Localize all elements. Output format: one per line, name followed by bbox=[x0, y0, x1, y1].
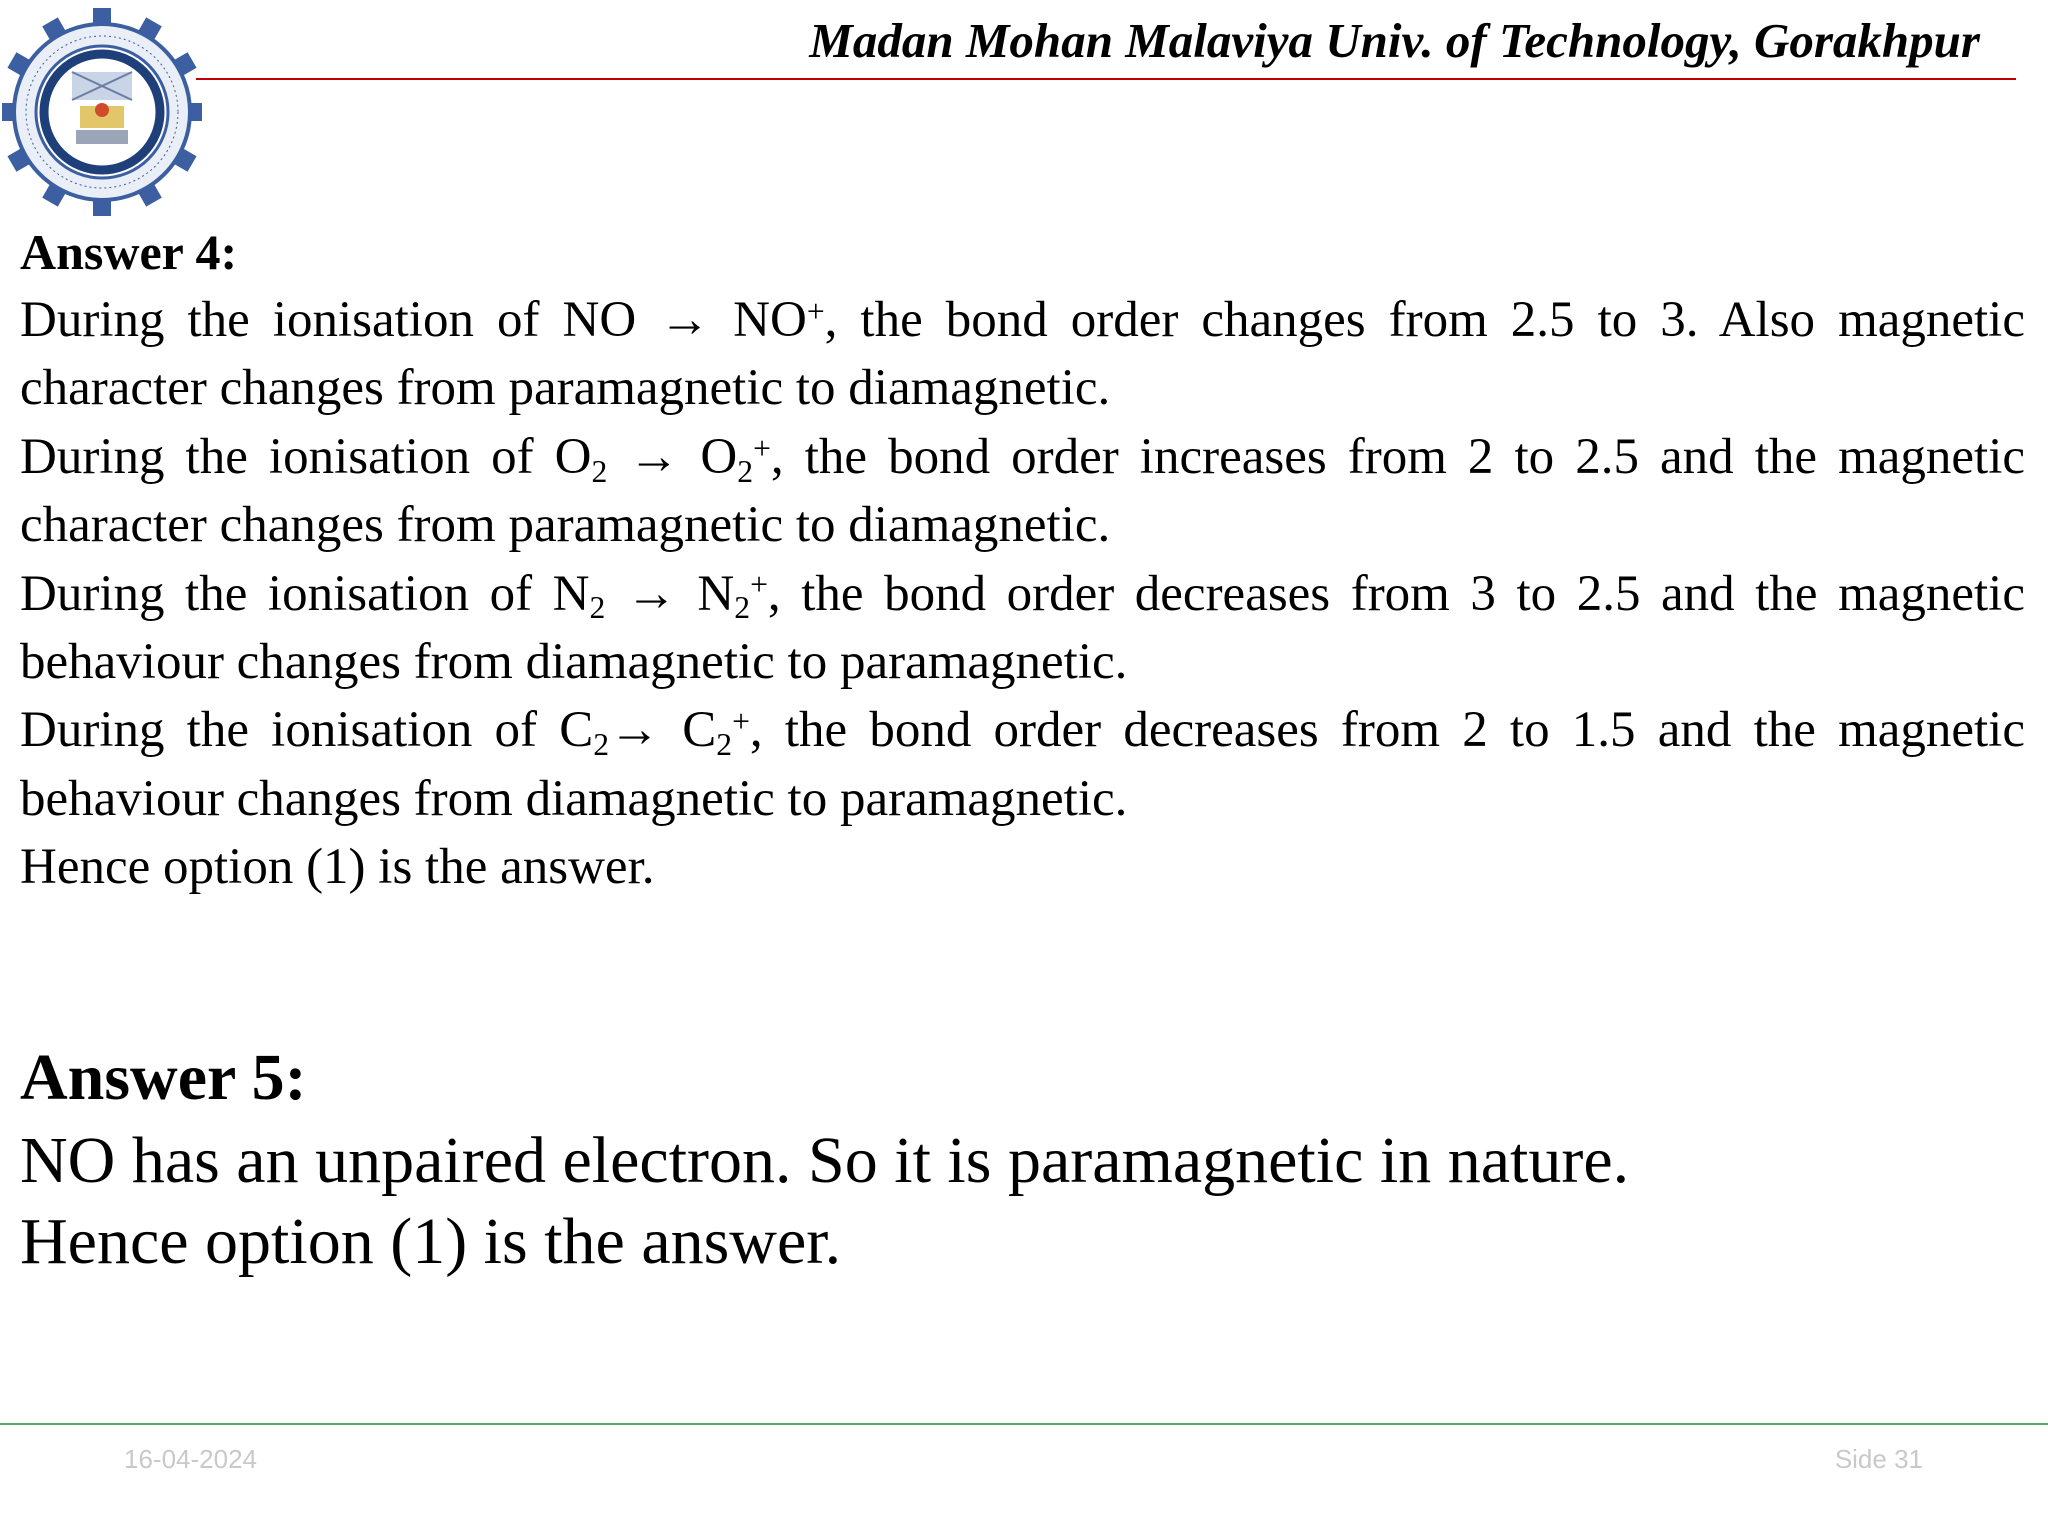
subscript: 2 bbox=[593, 727, 610, 763]
answer-5-line-1: NO has an unpaired electron. So it is paramagnetic in nature. bbox=[20, 1124, 1630, 1197]
text-run: → N bbox=[605, 565, 735, 622]
header-title: Madan Mohan Malaviya Univ. of Technology, Gorakhpur bbox=[809, 13, 1980, 68]
text-run: During the ionisation of C bbox=[20, 702, 594, 759]
answer-5-section bbox=[20, 1036, 2025, 1282]
text-run: During the ionisation of N bbox=[20, 565, 590, 622]
subscript: 2 bbox=[591, 453, 608, 489]
text-run: → O bbox=[607, 428, 738, 485]
answer-4-paragraph-n2 bbox=[20, 560, 2025, 697]
footer-date: 16-04-2024 bbox=[124, 1444, 257, 1474]
superscript: + bbox=[753, 430, 771, 466]
answer-5-title: Answer 5: bbox=[20, 1041, 307, 1114]
text-run: , the bond order decreases from 2 to 1.5 and the magnetic behaviour changes from diamagnetic to paramagnetic. bbox=[20, 702, 2025, 827]
answer-4-paragraph-o2 bbox=[20, 423, 2025, 560]
text-run: , the bond order increases from 2 to 2.5 and the magnetic character changes from paramagnetic to diamagnetic. bbox=[20, 428, 2025, 554]
subscript: 2 bbox=[734, 590, 751, 626]
answer-5-line-2: Hence option (1) is the answer. bbox=[20, 1205, 842, 1278]
answer-4-title: Answer 4: bbox=[20, 224, 238, 280]
subscript: 2 bbox=[716, 727, 733, 763]
university-seal-icon bbox=[2, 2, 202, 220]
answer-4-section bbox=[20, 218, 2025, 902]
text-run: , the bond order changes from 2.5 to 3. Also magnetic character changes from paramagnetic to diamagnetic. bbox=[20, 292, 2025, 417]
answer-4-paragraph-no bbox=[20, 286, 2025, 423]
footer-slide-number: Side 31 bbox=[1834, 1444, 1923, 1474]
footer-divider bbox=[0, 1423, 2048, 1425]
text-run: , the bond order decreases from 3 to 2.5 and the magnetic behaviour changes from diamagnetic to paramagnetic. bbox=[20, 565, 2025, 691]
superscript: + bbox=[732, 704, 750, 740]
subscript: 2 bbox=[737, 453, 754, 489]
superscript: + bbox=[750, 567, 768, 603]
superscript: + bbox=[806, 293, 825, 329]
text-run: During the ionisation of O bbox=[20, 428, 592, 485]
answer-4-paragraph-c2 bbox=[20, 696, 2025, 833]
subscript: 2 bbox=[589, 590, 606, 626]
header-divider bbox=[196, 78, 2016, 80]
text-run: → C bbox=[609, 702, 717, 759]
text-run: During the ionisation of NO → NO bbox=[20, 292, 807, 348]
answer-4-conclusion: Hence option (1) is the answer. bbox=[20, 839, 655, 896]
